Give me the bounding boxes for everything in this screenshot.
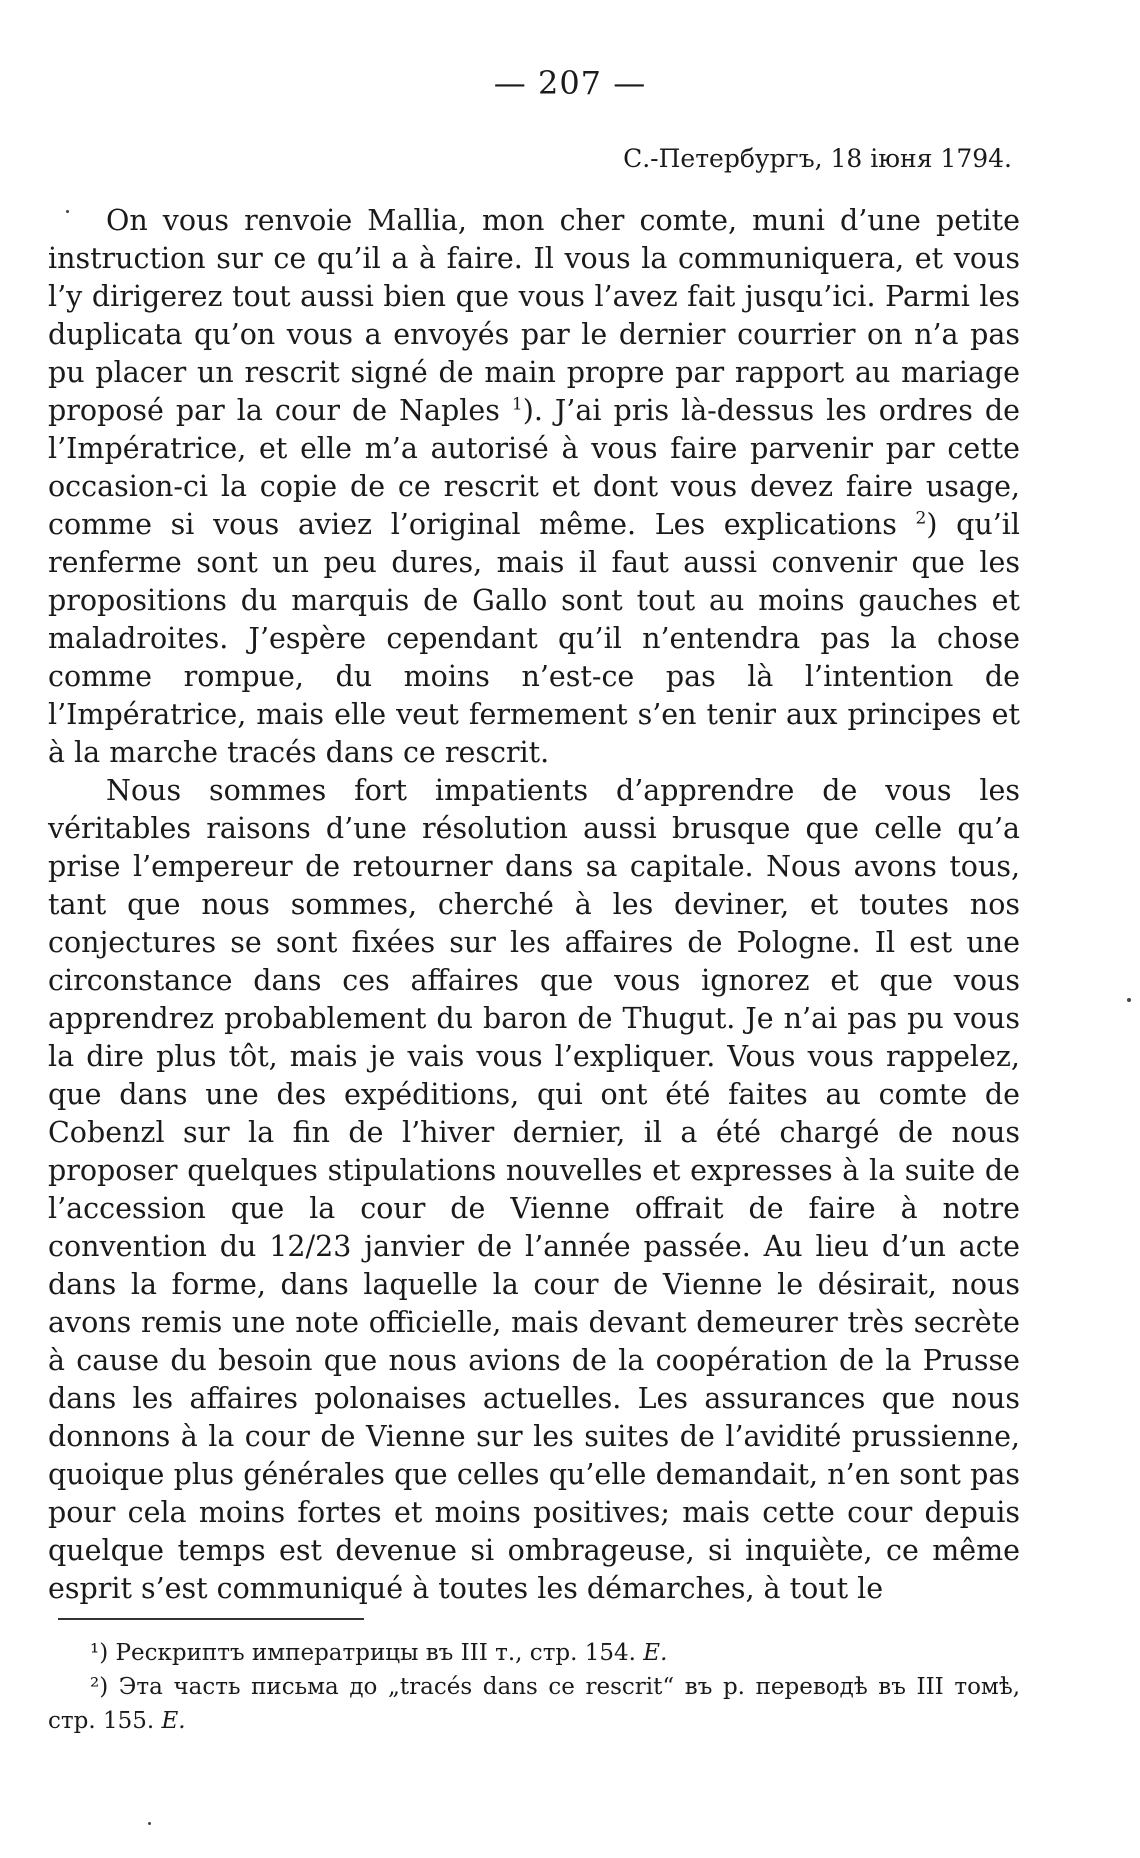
print-speck (148, 1822, 151, 1825)
footnote-ref-1[interactable]: 1 (511, 394, 523, 415)
footnote-2-mark: ²) (90, 1674, 109, 1700)
dateline: С.-Петербургъ, 18 іюня 1794. (623, 144, 1012, 173)
print-speck (66, 210, 69, 213)
footnote-1-ref: Е. (643, 1640, 668, 1666)
print-speck (1127, 998, 1131, 1002)
footnote-2 (48, 1670, 1020, 1738)
footnotes (48, 1636, 1020, 1738)
footnote-1-text: Рескриптъ императрицы въ III т., стр. 154. (108, 1640, 644, 1666)
letter-body (48, 202, 1020, 1608)
footnote-2-text: Эта часть письма до „tracés dans ce rescrit“ въ р. переводѣ въ III томѣ, стр. 155. (48, 1674, 1020, 1734)
footnote-separator (58, 1618, 364, 1620)
paragraph-1-text-a: On vous renvoie Mallia, mon cher comte, muni d’une petite instruction sur ce qu’il a à faire. Il vous la communiquera, et vous l’y dirigerez tout aussi bien que vous l’avez fait jusqu’ici. Parmi les duplicata qu’on vous a envoyés par le dernier courrier on n’a pas pu placer un rescrit signé de main propre par rapport au mariage proposé par la cour de Naples (48, 204, 1020, 427)
footnote-1 (48, 1636, 1020, 1670)
paragraph-1-text-c: ) qu’il renferme sont un peu dures, mais il faut aussi convenir que les propositions du marquis de Gallo sont tout au moins gauches et maladroites. J’espère cependant qu’il n’entendra pas la chose comme rompue, du moins n’est-ce pas là l’intention de l’Impératrice, mais elle veut fermement s’en tenir aux principes et à la marche tracés dans ce rescrit. (48, 508, 1020, 769)
paragraph-2: Nous sommes fort impatients d’apprendre de vous les véritables raisons d’une résolution aussi brusque que celle qu’a prise l’empereur de retourner dans sa capitale. Nous avons tous, tant que nous sommes, cherché à les deviner, et toutes nos conjectures se sont fixées sur les affaires de Pologne. Il est une circonstance dans ces affaires que vous ignorez et que vous apprendrez probablement du baron de Thugut. Je n’ai pas pu vous la dire plus tôt, mais je vais vous l’expliquer. Vous vous rappelez, que dans une des expéditions, qui ont été faites au comte de Cobenzl sur la fin de l’hiver dernier, il a été chargé de nous proposer quelques stipulations nouvelles et expresses à la suite de l’accession que la cour de Vienne offrait de faire à notre convention du 12/23 janvier de l’année passée. Au lieu d’un acte dans la forme, dans laquelle la cour de Vienne le désirait, nous avons remis une note officielle, mais devant demeurer très secrète à cause du besoin que nous avions de la coopération de la Prusse dans les affaires polonaises actuelles. Les assurances que nous donnons à la cour de Vienne sur les suites de l’avidité prussienne, quoique plus générales que celles qu’elle demandait, n’en sont pas pour cela moins fortes et moins positives; mais cette cour depuis quelque temps est devenue si ombrageuse, si inquiète, ce même esprit s’est communiqué à toutes les démarches, à tout le (48, 774, 1020, 1605)
footnote-2-ref: Е. (161, 1708, 186, 1734)
footnote-ref-2[interactable]: 2 (915, 508, 927, 529)
paragraph-1 (48, 202, 1020, 772)
paragraph-1-text-b: ). J’ai pris là-dessus les ordres de l’Impératrice, et elle m’a autorisé à vous faire parvenir par cette occasion-ci la copie de ce rescrit et dont vous devez faire usage, comme si vous aviez l’original même. Les explications (48, 394, 1021, 541)
footnote-1-mark: ¹) (90, 1640, 109, 1666)
page-number: — 207 — (493, 64, 647, 102)
